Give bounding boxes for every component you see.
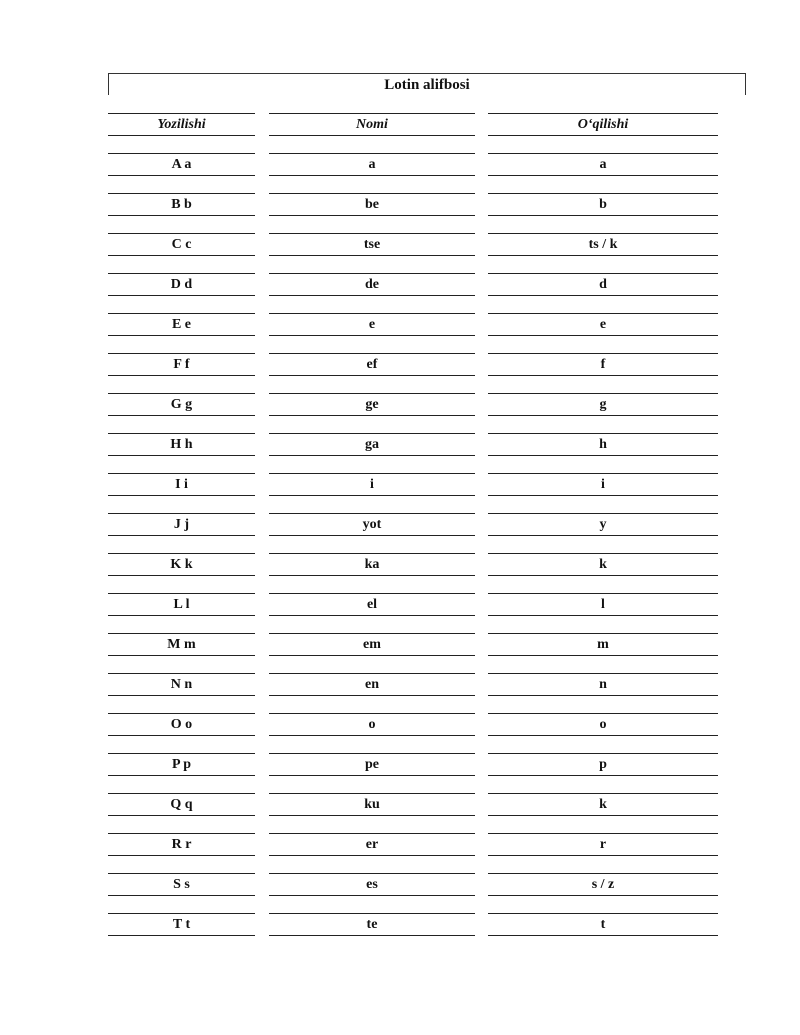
cell-writing: I i: [108, 473, 255, 496]
cell-writing: J j: [108, 513, 255, 536]
column-header-name: Nomi: [269, 113, 475, 136]
cell-name: el: [269, 593, 475, 616]
cell-writing: P p: [108, 753, 255, 776]
cell-name: ge: [269, 393, 475, 416]
cell-reading: f: [488, 353, 718, 376]
cell-writing: L l: [108, 593, 255, 616]
cell-reading: r: [488, 833, 718, 856]
cell-name: o: [269, 713, 475, 736]
cell-name: te: [269, 913, 475, 936]
cell-writing: F f: [108, 353, 255, 376]
cell-writing: H h: [108, 433, 255, 456]
cell-writing: C c: [108, 233, 255, 256]
cell-reading: k: [488, 793, 718, 816]
cell-writing: T t: [108, 913, 255, 936]
cell-name: a: [269, 153, 475, 176]
cell-name: ef: [269, 353, 475, 376]
cell-reading: l: [488, 593, 718, 616]
cell-reading: t: [488, 913, 718, 936]
cell-name: er: [269, 833, 475, 856]
cell-name: ga: [269, 433, 475, 456]
column-header-writing: Yozilishi: [108, 113, 255, 136]
cell-writing: K k: [108, 553, 255, 576]
cell-name: be: [269, 193, 475, 216]
cell-name: pe: [269, 753, 475, 776]
cell-writing: D d: [108, 273, 255, 296]
cell-name: em: [269, 633, 475, 656]
cell-reading: d: [488, 273, 718, 296]
page-title: Lotin alifbosi: [384, 77, 470, 93]
column-reading: [488, 113, 718, 953]
column-header-reading: O‘qilishi: [488, 113, 718, 136]
cell-reading: g: [488, 393, 718, 416]
cell-writing: Q q: [108, 793, 255, 816]
cell-name: es: [269, 873, 475, 896]
cell-reading: m: [488, 633, 718, 656]
title-box: [108, 73, 746, 95]
cell-reading: ts / k: [488, 233, 718, 256]
cell-reading: o: [488, 713, 718, 736]
cell-reading: s / z: [488, 873, 718, 896]
column-name: [269, 113, 475, 953]
cell-reading: p: [488, 753, 718, 776]
cell-reading: a: [488, 153, 718, 176]
column-writing: [108, 113, 255, 953]
cell-writing: R r: [108, 833, 255, 856]
cell-writing: B b: [108, 193, 255, 216]
cell-name: de: [269, 273, 475, 296]
cell-reading: n: [488, 673, 718, 696]
cell-reading: i: [488, 473, 718, 496]
cell-reading: e: [488, 313, 718, 336]
cell-name: tse: [269, 233, 475, 256]
cell-name: i: [269, 473, 475, 496]
cell-writing: S s: [108, 873, 255, 896]
cell-reading: k: [488, 553, 718, 576]
cell-reading: h: [488, 433, 718, 456]
cell-reading: y: [488, 513, 718, 536]
cell-name: ka: [269, 553, 475, 576]
cell-name: ku: [269, 793, 475, 816]
cell-name: yot: [269, 513, 475, 536]
cell-writing: A a: [108, 153, 255, 176]
cell-name: e: [269, 313, 475, 336]
cell-name: en: [269, 673, 475, 696]
cell-reading: b: [488, 193, 718, 216]
cell-writing: E e: [108, 313, 255, 336]
cell-writing: O o: [108, 713, 255, 736]
cell-writing: G g: [108, 393, 255, 416]
cell-writing: N n: [108, 673, 255, 696]
cell-writing: M m: [108, 633, 255, 656]
